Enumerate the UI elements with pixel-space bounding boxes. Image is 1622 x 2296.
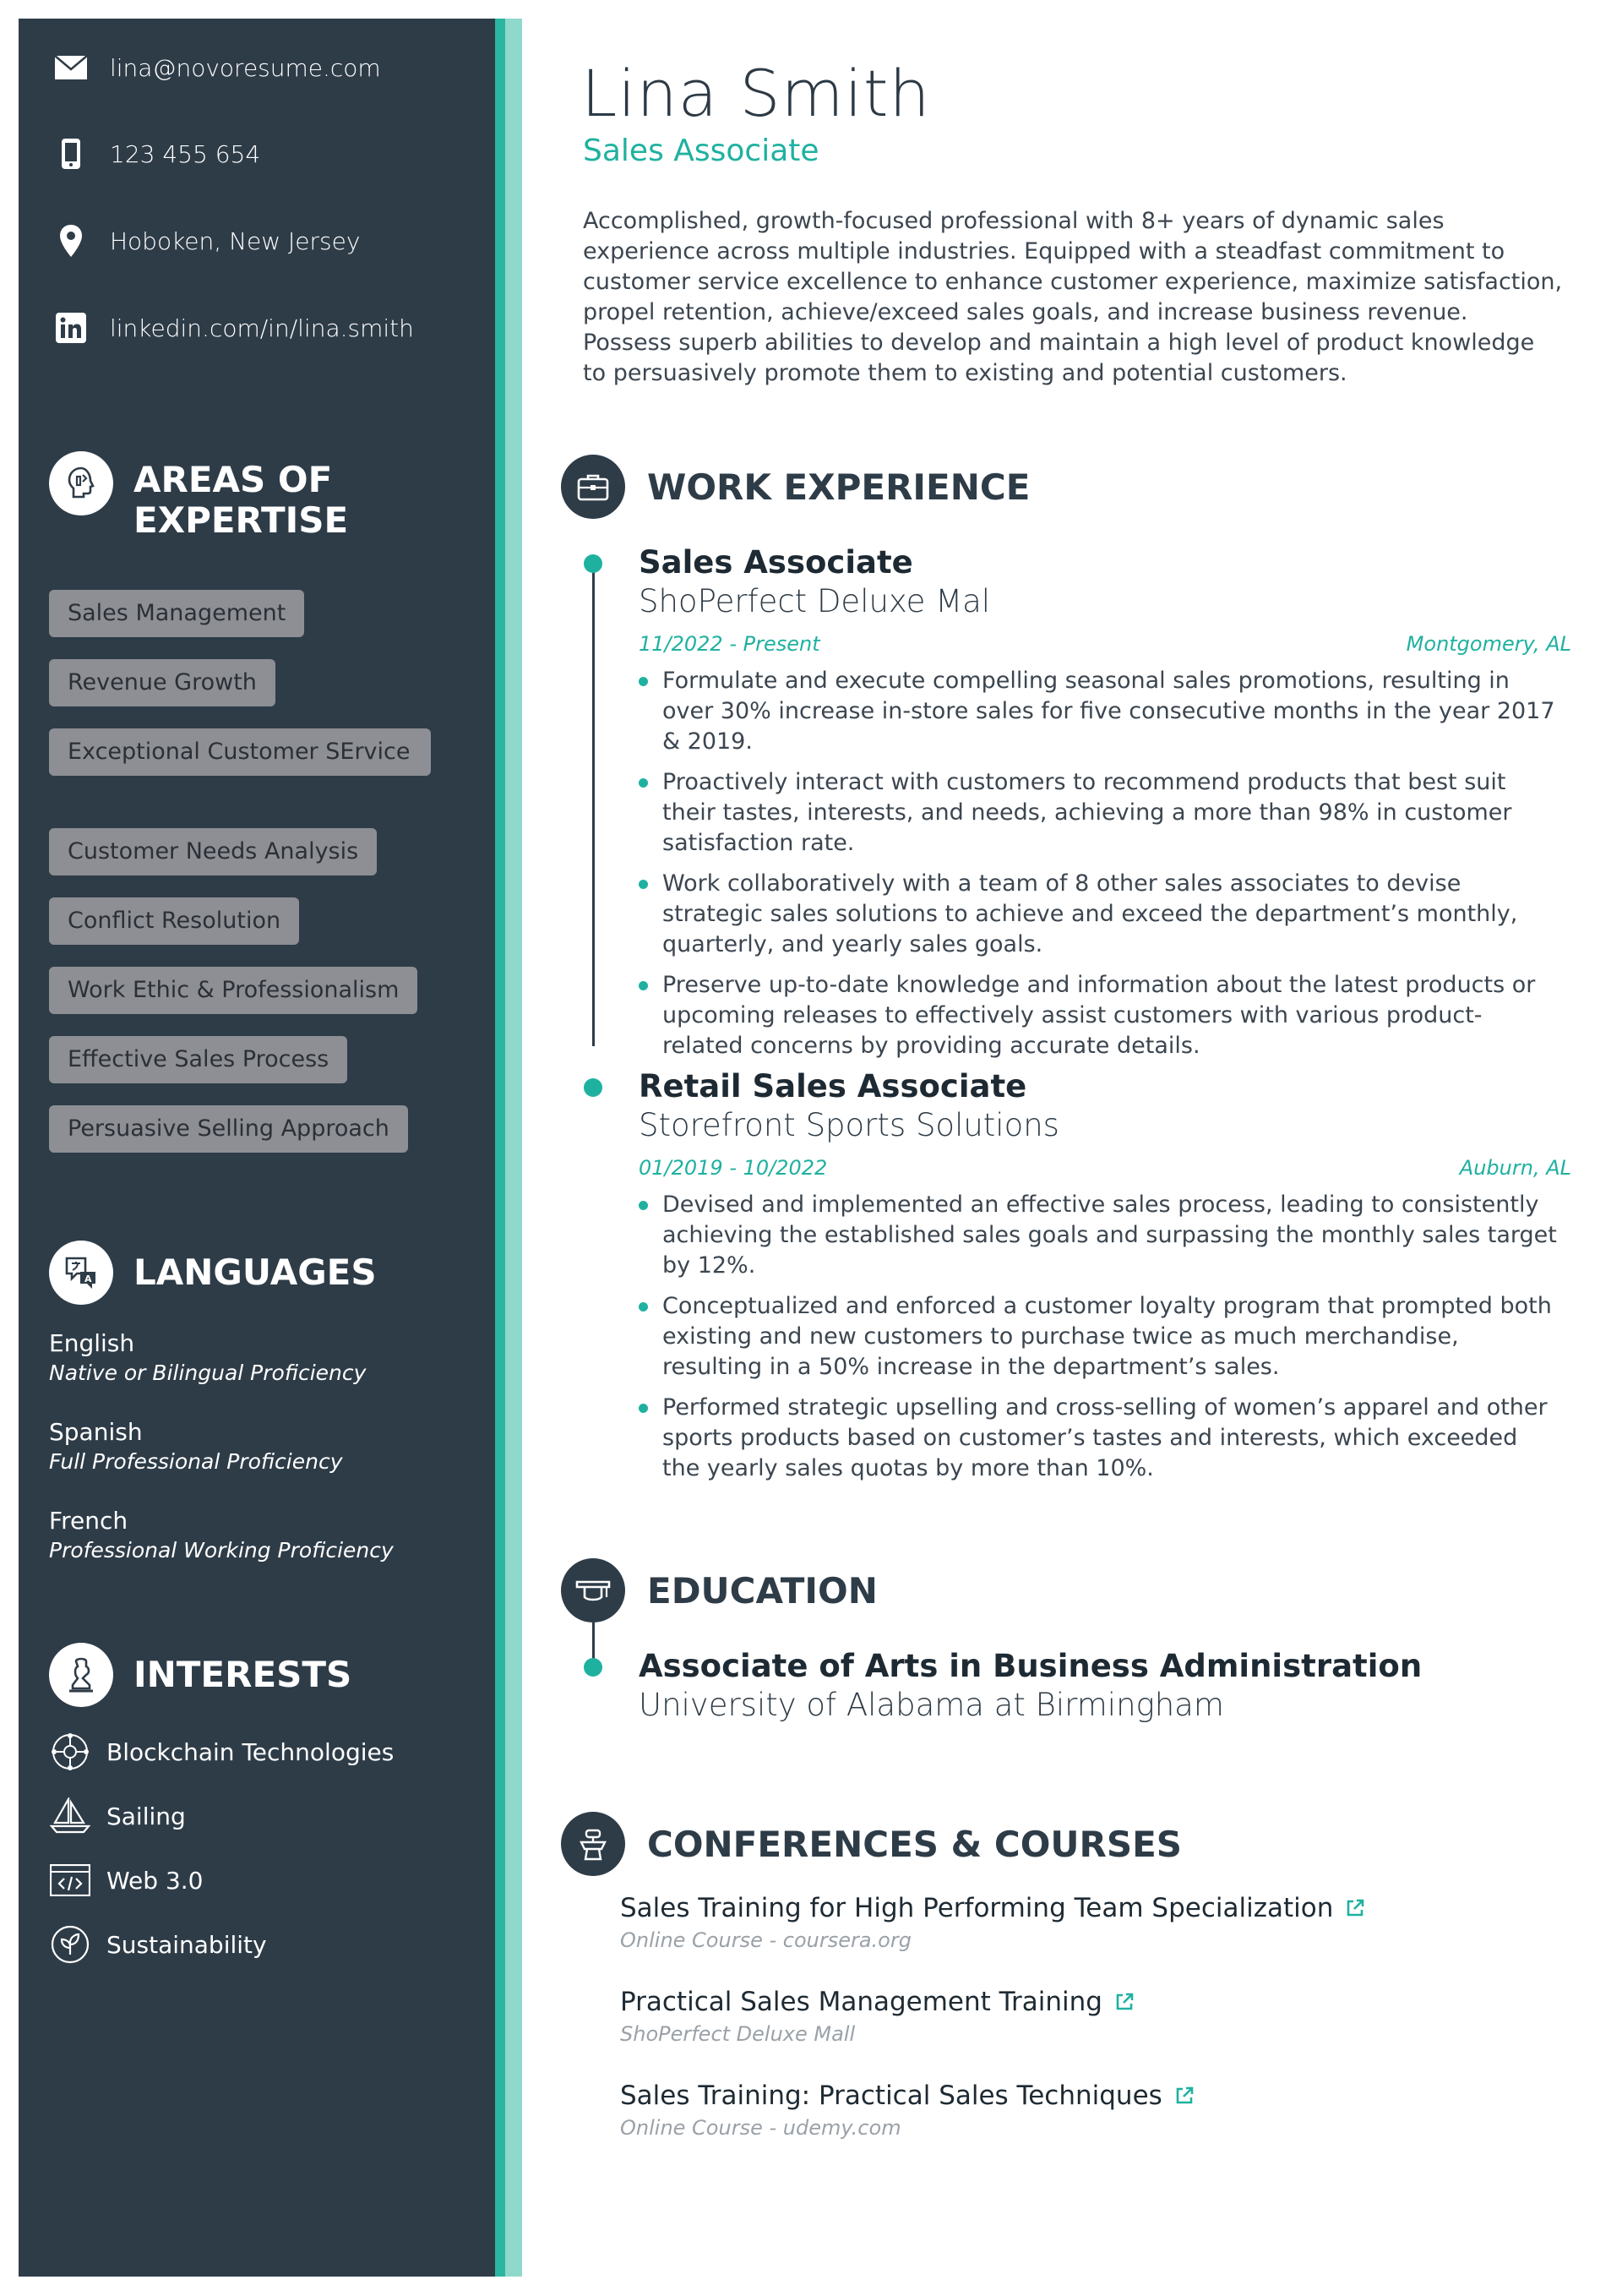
contact-location [52, 222, 360, 259]
job-bullet-text: Preserve up-to-date knowledge and information about the latest products or upcoming releases to effectively assist customers with various product-related concerns by providing accurate details. [662, 972, 1536, 1059]
degree-title: Associate of Arts in Business Administration [639, 1648, 1423, 1684]
job-bullet [639, 869, 1559, 960]
job-title: Sales Associate [639, 544, 913, 581]
course-item [620, 1987, 1135, 2046]
bullet-dot [639, 1201, 648, 1210]
network-icon [49, 1731, 91, 1773]
job-date: 01/2019 - 10/2022 [639, 1156, 828, 1180]
location-pin-icon [52, 222, 90, 259]
graduation-cap-icon [561, 1558, 625, 1622]
course-title: Sales Training: Practical Sales Techniques [620, 2081, 1162, 2111]
translate-icon [49, 1241, 113, 1305]
job-bullet-text: Performed strategic upselling and cross-selling of women’s apparel and other sports products based on customer’s tastes and interests, which exceeded the yearly sales quotas by more than 10%. [662, 1394, 1548, 1481]
external-link-icon[interactable] [1114, 1992, 1135, 2012]
language-level: Professional Working Proficiency [49, 1538, 394, 1562]
candidate-title: Sales Associate [583, 134, 819, 168]
bullet-dot [639, 1302, 648, 1312]
skill-tag: Revenue Growth [49, 659, 275, 706]
job-location: Montgomery, AL [1406, 632, 1571, 656]
interest-label: Web 3.0 [106, 1866, 204, 1895]
timeline-dot [584, 1078, 602, 1097]
interest-item [49, 1731, 394, 1773]
contact-phone-text: 123 455 654 [110, 139, 261, 168]
course-title: Practical Sales Management Training [620, 1987, 1102, 2017]
contact-linkedin[interactable] [52, 309, 414, 346]
expertise-heading-line2: EXPERTISE [133, 499, 349, 541]
plant-icon [49, 1923, 91, 1966]
podium-icon [561, 1812, 625, 1876]
briefcase-icon [561, 455, 625, 519]
education-heading-text: EDUCATION [647, 1569, 878, 1612]
job-bullet [639, 970, 1559, 1061]
code-window-icon [49, 1859, 91, 1901]
course-link[interactable] [620, 2081, 1195, 2111]
external-link-icon[interactable] [1345, 1898, 1365, 1918]
timeline-line [592, 561, 595, 1046]
school-name: University of Alabama at Birmingham [639, 1687, 1224, 1723]
contact-email[interactable] [52, 49, 381, 86]
job-company: Storefront Sports Solutions [639, 1107, 1059, 1143]
contact-phone[interactable] [52, 135, 260, 172]
skill-tag: Customer Needs Analysis [49, 828, 377, 875]
external-link-icon[interactable] [1174, 2086, 1195, 2106]
work-experience-heading-text: WORK EXPERIENCE [647, 466, 1031, 508]
sailboat-icon [49, 1795, 91, 1837]
interest-label: Sustainability [106, 1930, 267, 1959]
language-name: French [49, 1507, 128, 1535]
job-bullet-text: Work collaboratively with a team of 8 other sales associates to devise strategic sales solutions to achieve and exceed the department’s monthly, quarterly, and yearly sales goals. [662, 870, 1518, 957]
expertise-icon [49, 451, 113, 515]
candidate-name: Lina Smith [581, 56, 931, 131]
bullet-dot [639, 778, 648, 788]
summary-text: Accomplished, growth-focused professional with 8+ years of dynamic sales experience across multiple industries. Equipped with a steadfast commitment to customer service excellence to enhance customer experience, maximize satisfaction, propel retention, achieve/exceed sales goals, and increase business revenue. Possess superb abilities to develop and maintain a high level of product knowledge to persuasively promote them to existing and potential customers. [583, 208, 1563, 386]
bullet-dot [639, 677, 648, 686]
job-bullet-text: Devised and implemented an effective sales process, leading to consistently achieving the established sales goals and surpassing the monthly sales target by 12%. [662, 1192, 1557, 1279]
skill-tag: Persuasive Selling Approach [49, 1105, 408, 1153]
job-bullets [639, 1190, 1559, 1494]
job-bullets [639, 666, 1559, 1072]
contact-location-text: Hoboken, New Jersey [110, 226, 361, 255]
interests-heading [49, 1643, 351, 1707]
bullet-dot [639, 880, 648, 889]
skill-tag: Work Ethic & Professionalism [49, 967, 417, 1014]
interest-item [49, 1795, 186, 1837]
phone-icon [52, 135, 90, 172]
courses-heading-text: CONFERENCES & COURSES [647, 1823, 1183, 1865]
language-item [49, 1506, 394, 1565]
mail-icon [52, 49, 90, 86]
job-bullet [639, 1393, 1559, 1484]
job-bullet-text: Proactively interact with customers to recommend products that best suit their tastes, interests, and needs, achieving a more than 98% in customer satisfaction rate. [662, 769, 1512, 856]
interest-label: Blockchain Technologies [106, 1737, 395, 1766]
expertise-heading [49, 451, 348, 541]
timeline-dot [584, 554, 602, 573]
language-level: Native or Bilingual Proficiency [49, 1361, 367, 1385]
job-bullet-text: Conceptualized and enforced a customer loyalty program that prompted both existing and new customers to purchase twice as much merchandise, resulting in a 50% increase in the department’s sales. [662, 1293, 1552, 1380]
bullet-dot [639, 981, 648, 990]
education-heading [561, 1558, 878, 1622]
interest-item [49, 1859, 203, 1901]
course-item [620, 2081, 1195, 2140]
course-subtitle: Online Course - coursera.org [620, 1928, 912, 1952]
skill-tag: Exceptional Customer SErvice [49, 728, 431, 776]
skill-tag: Conflict Resolution [49, 897, 299, 945]
contact-email-text: lina@novoresume.com [110, 53, 381, 82]
course-item [620, 1893, 1365, 1952]
languages-heading [49, 1241, 377, 1305]
job-bullet [639, 666, 1559, 757]
linkedin-icon [52, 309, 90, 346]
job-title: Retail Sales Associate [639, 1068, 1027, 1104]
course-subtitle: Online Course - udemy.com [620, 2116, 901, 2140]
job-bullet [639, 767, 1559, 859]
language-item [49, 1417, 343, 1476]
interest-label: Sailing [106, 1802, 186, 1830]
svg-text:A: A [84, 1273, 92, 1284]
language-name: English [49, 1329, 135, 1357]
languages-heading-text: LANGUAGES [133, 1252, 377, 1293]
courses-heading [561, 1812, 1182, 1876]
job-company: ShoPerfect Deluxe Mal [639, 583, 991, 619]
course-subtitle: ShoPerfect Deluxe Mall [620, 2022, 856, 2046]
job-bullet [639, 1190, 1559, 1281]
language-level: Full Professional Proficiency [49, 1449, 343, 1474]
skill-tag: Effective Sales Process [49, 1036, 347, 1083]
contact-linkedin-text: linkedin.com/in/lina.smith [110, 314, 414, 342]
timeline-dot [584, 1658, 602, 1677]
work-experience-heading [561, 455, 1030, 519]
job-bullet [639, 1291, 1559, 1383]
skill-tag: Sales Management [49, 590, 304, 637]
course-link[interactable] [620, 1893, 1365, 1923]
expertise-heading-line1: AREAS OF [133, 459, 333, 500]
chess-piece-icon [49, 1643, 113, 1707]
sidebar-accent-stripe-light [505, 19, 522, 2277]
interests-heading-text: INTERESTS [133, 1654, 352, 1695]
sidebar-accent-stripe [495, 19, 505, 2277]
language-name: Spanish [49, 1418, 143, 1446]
interest-item [49, 1923, 267, 1966]
course-title: Sales Training for High Performing Team Specialization [620, 1893, 1334, 1923]
job-bullet-text: Formulate and execute compelling seasonal sales promotions, resulting in over 30% increase in-store sales for five consecutive months in the year 2017 & 2019. [662, 668, 1555, 755]
job-location: Auburn, AL [1459, 1156, 1571, 1180]
course-link[interactable] [620, 1987, 1135, 2017]
bullet-dot [639, 1404, 648, 1413]
job-date: 11/2022 - Present [639, 632, 820, 656]
language-item [49, 1328, 366, 1388]
